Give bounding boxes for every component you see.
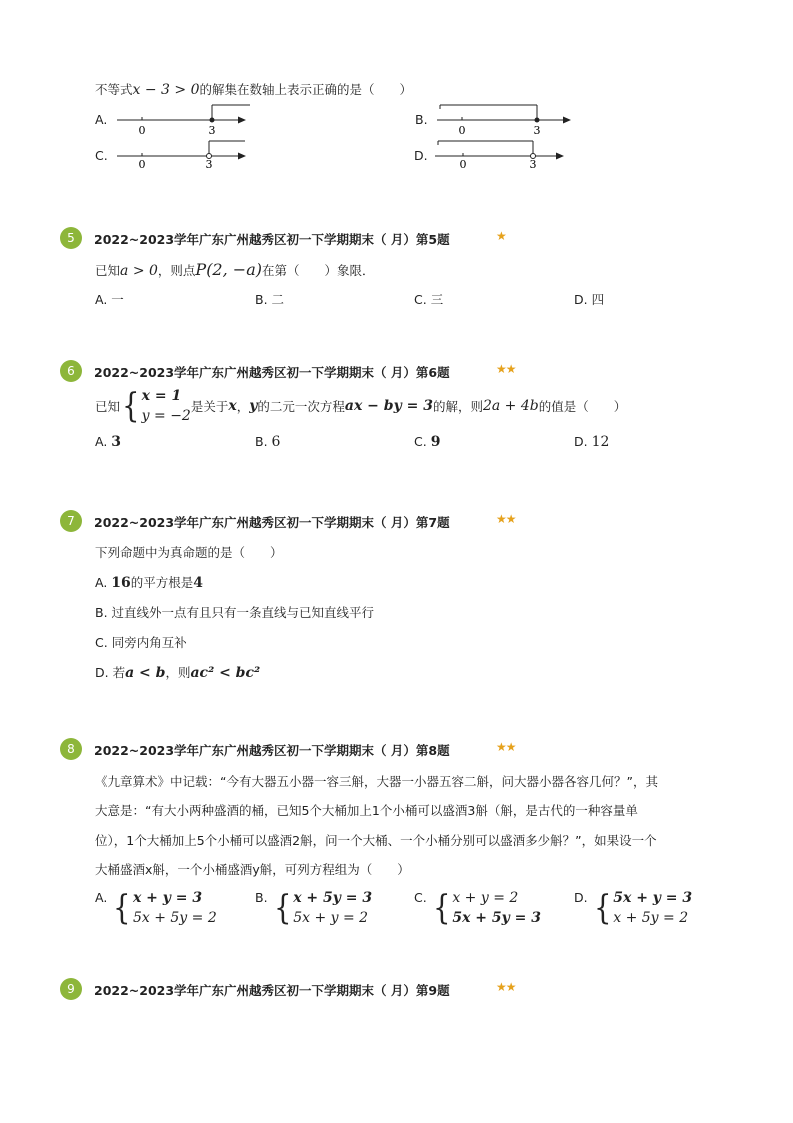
q4-b-zero: 0 — [458, 124, 466, 137]
q7-option-c[interactable]: C. 同旁内角互补 — [95, 635, 187, 650]
question-number-badge: 7 — [60, 510, 82, 532]
q4-option-b-number-line[interactable] — [432, 100, 577, 140]
q8-stem-line-3: 位），1个大桶加上5个小桶可以盛酒2斛，问一个大桶、一个小桶分别可以盛酒多少斛？”，如果设一个 — [95, 833, 657, 848]
question-header-5 — [60, 227, 560, 249]
question-source-title: 2022~2023学年广东广州越秀区初一下学期期末（ 月）第7题 — [94, 515, 450, 530]
q4-option-c-label[interactable]: C. — [95, 148, 108, 163]
equation-system: { 5x + y = 3 x + 5y = 2 — [593, 888, 693, 928]
question-number-badge: 5 — [60, 227, 82, 249]
question-source-title: 2022~2023学年广东广州越秀区初一下学期期末（ 月）第8题 — [94, 743, 450, 758]
question-source-title: 2022~2023学年广东广州越秀区初一下学期期末（ 月）第9题 — [94, 983, 450, 998]
q6-equation-system: { x = 1 y = −2 — [122, 386, 191, 426]
q7-stem: 下列命题中为真命题的是（ ） — [95, 545, 283, 560]
difficulty-stars-icon: ★★ — [496, 362, 516, 376]
q8-option-b[interactable]: B. { x + 5y = 3 5x + y = 2 — [255, 888, 373, 928]
q4-b-three: 3 — [533, 124, 541, 137]
q5-option-b[interactable]: B. 二 — [255, 292, 285, 307]
q4-option-a-number-line[interactable] — [112, 100, 252, 140]
q6-option-c[interactable]: C. 9 — [414, 434, 441, 450]
question-number-badge: 6 — [60, 360, 82, 382]
q4-option-b-label[interactable]: B. — [415, 112, 428, 127]
q5-stem: 已知a > 0，则点P(2, −a)在第（ ）象限． — [95, 260, 375, 279]
q6-option-d[interactable]: D. 12 — [574, 434, 610, 450]
q4-stem: 不等式x − 3 > 0的解集在数轴上表示正确的是（ ） — [95, 82, 413, 98]
difficulty-stars-icon: ★★ — [496, 512, 516, 526]
q7-option-b[interactable]: B. 过直线外一点有且只有一条直线与已知直线平行 — [95, 605, 375, 620]
question-header-6 — [60, 360, 560, 382]
q5-option-a[interactable]: A. 一 — [95, 292, 124, 307]
q6-option-b[interactable]: B. 6 — [255, 434, 281, 450]
q4-d-zero: 0 — [459, 158, 467, 171]
q4-c-zero: 0 — [138, 158, 146, 171]
q4-a-three: 3 — [208, 124, 216, 137]
difficulty-stars-icon: ★ — [496, 229, 506, 243]
q4-option-a-label[interactable]: A. — [95, 112, 108, 127]
q8-option-d[interactable]: D. { 5x + y = 3 x + 5y = 2 — [574, 888, 693, 928]
q5-option-c[interactable]: C. 三 — [414, 292, 444, 307]
q8-option-a[interactable]: A. { x + y = 3 5x + 5y = 2 — [95, 888, 217, 928]
q6-option-a[interactable]: A. 3 — [95, 434, 122, 450]
q8-option-c[interactable]: C. { x + y = 2 5x + 5y = 3 — [414, 888, 541, 928]
q8-stem-line-1: 《九章算术》中记载：“今有大器五小器一容三斛，大器一小器五容二斛，问大器小器各容几何？”，其 — [95, 774, 658, 789]
q4-d-three: 3 — [529, 158, 537, 171]
difficulty-stars-icon: ★★ — [496, 980, 516, 994]
equation-system: { x + 5y = 3 5x + y = 2 — [273, 888, 373, 928]
q4-option-d-label[interactable]: D. — [414, 148, 428, 163]
q4-c-three: 3 — [205, 158, 213, 171]
difficulty-stars-icon: ★★ — [496, 740, 516, 754]
question-header-8 — [60, 738, 560, 760]
question-source-title: 2022~2023学年广东广州越秀区初一下学期期末（ 月）第5题 — [94, 232, 450, 247]
equation-system: { x + y = 3 5x + 5y = 2 — [113, 888, 217, 928]
q4-option-d-number-line[interactable] — [430, 136, 570, 176]
q4-a-zero: 0 — [138, 124, 146, 137]
q8-stem-line-4: 大桶盛酒x斛，一个小桶盛酒y斛，可列方程组为（ ） — [95, 862, 410, 877]
equation-system: { x + y = 2 5x + 5y = 3 — [432, 888, 541, 928]
q6-stem: 已知{ x = 1 y = −2 是关于x，y的二元一次方程ax − by = 3的解，则2a + 4b的值是（ ） — [95, 386, 627, 426]
question-number-badge: 8 — [60, 738, 82, 760]
question-source-title: 2022~2023学年广东广州越秀区初一下学期期末（ 月）第6题 — [94, 365, 450, 380]
q4-option-c-number-line[interactable] — [112, 136, 252, 176]
question-header-9 — [60, 978, 560, 1000]
q7-option-a[interactable]: A. 16的平方根是4 — [95, 575, 204, 591]
q5-option-d[interactable]: D. 四 — [574, 292, 605, 307]
question-number-badge: 9 — [60, 978, 82, 1000]
question-header-7 — [60, 510, 560, 532]
q7-option-d[interactable]: D. 若a < b，则ac² < bc² — [95, 665, 261, 681]
q8-stem-line-2: 大意是：“有大小两种盛酒的桶，已知5个大桶加上1个小桶可以盛酒3斛（斛，是古代的一种容量单 — [95, 803, 638, 818]
